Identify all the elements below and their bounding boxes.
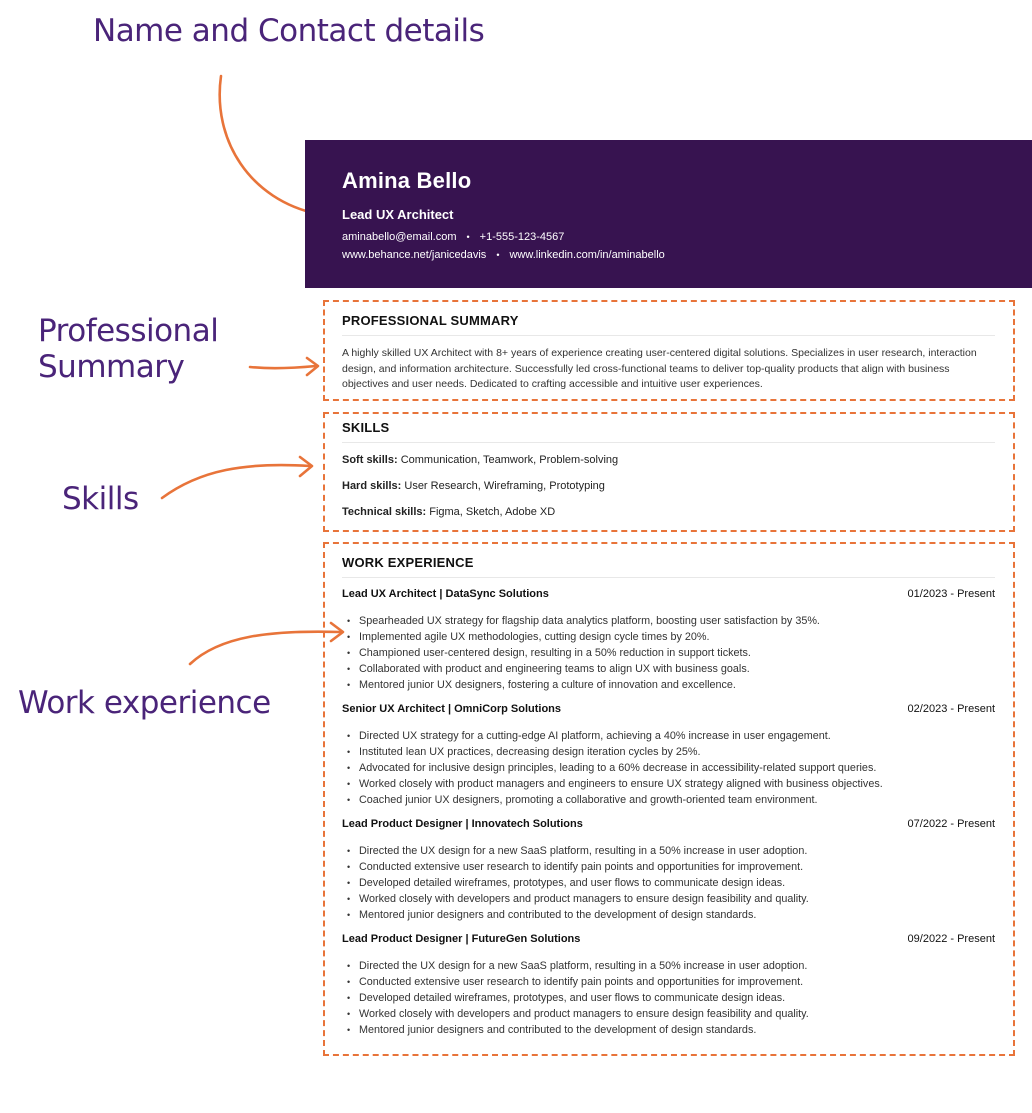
section-heading: WORK EXPERIENCE [342, 555, 995, 578]
separator-dot: • [496, 250, 500, 260]
phone[interactable]: +1-555-123-4567 [479, 231, 565, 243]
section-professional-summary [342, 313, 995, 393]
job-bullets [342, 843, 995, 923]
job-role: Senior UX Architect | OmniCorp Solutions [342, 703, 562, 715]
list-item: • Mentored junior designers and contributed to the development of design standards. [342, 1022, 995, 1038]
section-heading: PROFESSIONAL SUMMARY [342, 313, 995, 336]
job-header [342, 588, 995, 600]
list-item: • Directed the UX design for a new SaaS platform, resulting in a 50% increase in user adoption. [342, 958, 995, 974]
skill-value: User Research, Wireframing, Prototyping [404, 480, 605, 492]
section-heading: SKILLS [342, 420, 995, 443]
job-entry [342, 588, 995, 693]
list-item: • Directed UX strategy for a cutting-edge AI platform, achieving a 40% increase in user engagement. [342, 728, 995, 744]
annotation-professional-summary-line1: Professional [38, 313, 219, 349]
arrow-skills [162, 465, 310, 498]
job-dates: 07/2022 - Present [907, 818, 995, 830]
list-item: • Coached junior UX designers, promoting a collaborative and growth-oriented team environment. [342, 792, 995, 808]
list-item: • Mentored junior UX designers, fostering a culture of innovation and excellence. [342, 677, 995, 693]
job-role: Lead Product Designer | Innovatech Solutions [342, 818, 583, 830]
list-item: • Conducted extensive user research to identify pain points and opportunities for improvement. [342, 859, 995, 875]
skill-label: Technical skills: [342, 506, 427, 518]
resume-header [305, 140, 1032, 288]
section-skills [342, 420, 995, 518]
job-entry [342, 933, 995, 1038]
email[interactable]: aminabello@email.com [342, 231, 457, 243]
arrowhead-skills [300, 457, 312, 476]
list-item: • Implemented agile UX methodologies, cutting design cycle times by 20%. [342, 629, 995, 645]
job-header [342, 933, 995, 945]
list-item: • Directed the UX design for a new SaaS platform, resulting in a 50% increase in user adoption. [342, 843, 995, 859]
arrow-professional-summary [250, 366, 316, 368]
section-work-experience [342, 555, 995, 1038]
skill-line-technical [342, 506, 995, 518]
job-role: Lead Product Designer | FutureGen Solutions [342, 933, 581, 945]
arrow-name-contact [220, 76, 318, 214]
arrow-work-experience [190, 632, 340, 664]
list-item: • Championed user-centered design, resulting in a 50% reduction in support tickets. [342, 645, 995, 661]
job-bullets [342, 728, 995, 808]
list-item: • Worked closely with product managers and engineers to ensure UX strategy aligned with business objectives. [342, 776, 995, 792]
linkedin-link[interactable]: www.linkedin.com/in/aminabello [509, 249, 665, 261]
job-bullets [342, 958, 995, 1038]
job-dates: 02/2023 - Present [907, 703, 995, 715]
skill-label: Soft skills: [342, 454, 398, 466]
summary-text: A highly skilled UX Architect with 8+ years of experience creating user-centered digital solutions. Specializes in user research, interaction design, and information architecture. Successfully led cross-functional teams to deliver top-quality products that align with business objectives and user needs. Dedicated to crafting accessible and intuitive user experiences. [342, 347, 977, 390]
job-header [342, 818, 995, 830]
annotation-professional-summary [38, 314, 218, 385]
job-bullets [342, 613, 995, 693]
annotation-name-contact: Name and Contact details [93, 13, 485, 49]
skill-value: Communication, Teamwork, Problem-solving [400, 454, 619, 466]
resume-name: Amina Bello [342, 168, 472, 193]
list-item: • Spearheaded UX strategy for flagship data analytics platform, boosting user satisfaction by 35%. [342, 613, 995, 629]
job-dates: 01/2023 - Present [907, 588, 995, 600]
arrowhead-professional-summary [307, 358, 318, 375]
skill-line-soft [342, 454, 995, 466]
resume-title: Lead UX Architect [342, 207, 454, 222]
behance-link[interactable]: www.behance.net/janicedavis [342, 249, 487, 261]
job-header [342, 703, 995, 715]
skill-line-hard [342, 480, 995, 492]
list-item: • Worked closely with developers and product managers to ensure design feasibility and quality. [342, 1006, 995, 1022]
job-role: Lead UX Architect | DataSync Solutions [342, 588, 549, 600]
annotation-professional-summary-line2: Summary [38, 348, 185, 385]
skill-value: Figma, Sketch, Adobe XD [429, 506, 556, 518]
list-item: • Developed detailed wireframes, prototypes, and user flows to communicate design ideas. [342, 875, 995, 891]
job-entry [342, 703, 995, 808]
job-entry [342, 818, 995, 923]
skill-label: Hard skills: [342, 480, 402, 492]
list-item: • Conducted extensive user research to identify pain points and opportunities for improvement. [342, 974, 995, 990]
annotation-work-experience: Work experience [18, 685, 271, 721]
list-item: • Worked closely with developers and product managers to ensure design feasibility and quality. [342, 891, 995, 907]
annotation-skills: Skills [62, 481, 139, 517]
contact-line-primary [342, 231, 1032, 243]
job-dates: 09/2022 - Present [907, 933, 995, 945]
list-item: • Collaborated with product and engineering teams to align UX with business goals. [342, 661, 995, 677]
list-item: • Instituted lean UX practices, decreasing design iteration cycles by 25%. [342, 744, 995, 760]
list-item: • Developed detailed wireframes, prototypes, and user flows to communicate design ideas. [342, 990, 995, 1006]
list-item: • Mentored junior designers and contributed to the development of design standards. [342, 907, 995, 923]
contact-line-links [342, 249, 1032, 261]
separator-dot: • [466, 232, 470, 242]
list-item: • Advocated for inclusive design principles, leading to a 60% decrease in accessibility-related support queries. [342, 760, 995, 776]
